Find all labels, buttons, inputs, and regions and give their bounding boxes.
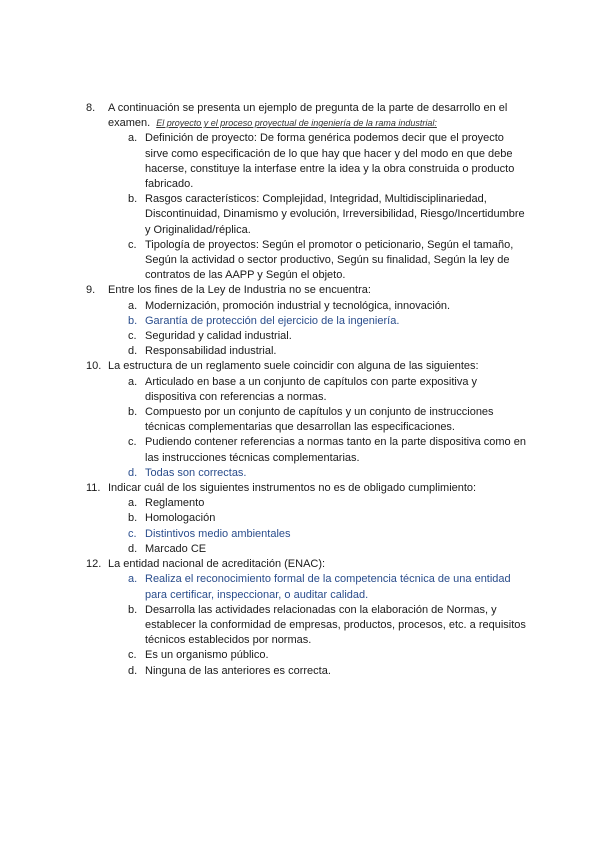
question-body <box>108 557 526 679</box>
answer-item <box>128 496 526 511</box>
answer-letter: d. <box>128 542 138 555</box>
question-text <box>108 102 507 129</box>
answer-item <box>128 648 526 663</box>
answer-item <box>128 405 526 435</box>
answer-text: Ninguna de las anteriores es correcta. <box>145 664 331 677</box>
question-8 <box>86 101 526 283</box>
question-body <box>108 359 526 481</box>
answer-item <box>128 192 526 238</box>
answer-text: Realiza el reconocimiento formal de la competencia técnica de una entidad para certificar, inspeccionar, o auditar calidad. <box>145 573 511 601</box>
answer-letter: a. <box>128 132 138 145</box>
answer-item-correct <box>128 572 526 602</box>
question-11 <box>86 481 526 557</box>
question-number: 8. <box>86 102 96 114</box>
answer-text: Responsabilidad industrial. <box>145 345 277 358</box>
answer-letter: b. <box>128 406 138 419</box>
answer-letter: c. <box>128 649 137 662</box>
answer-item <box>128 542 526 557</box>
answer-text: Reglamento <box>145 497 205 510</box>
answer-text: Marcado CE <box>145 542 207 555</box>
answer-item <box>128 131 526 192</box>
question-12 <box>86 557 526 679</box>
answer-item <box>128 238 526 284</box>
question-10 <box>86 359 526 481</box>
question-text: Indicar cuál de los siguientes instrumentos no es de obligado cumplimiento: <box>108 482 477 495</box>
answer-letter: c. <box>128 238 137 251</box>
answer-item <box>128 603 526 649</box>
answer-text: Modernización, promoción industrial y tecnológica, innovación. <box>145 299 451 312</box>
answer-item-correct <box>128 314 526 329</box>
answer-list <box>128 496 526 557</box>
answer-letter: c. <box>128 330 137 343</box>
answer-item <box>128 375 526 405</box>
answer-item <box>128 344 526 359</box>
answer-text: Pudiendo contener referencias a normas tanto en la parte dispositiva como en las instrucciones técnicas complementarias. <box>145 436 526 464</box>
answer-text: Tipología de proyectos: Según el promotor o peticionario, Según el tamaño, Según la actividad o sector productivo, Según su finalidad, Según la ley de contratos de las AAPP y Según el objeto. <box>145 238 514 282</box>
answer-letter: b. <box>128 193 138 206</box>
answer-text: Desarrolla las actividades relacionadas con la elaboración de Normas, y establecer la conformidad de empresas, productos, procesos, etc. a requisitos técnicos establecidos por normas. <box>145 603 526 647</box>
answer-letter: d. <box>128 466 138 479</box>
question-body <box>108 481 526 557</box>
answer-text: Todas son correctas. <box>145 466 247 479</box>
answer-item-correct <box>128 466 526 481</box>
answer-text: Rasgos característicos: Complejidad, Integridad, Multidisciplinariedad, Discontinuidad, Dinamismo y evolución, Irreversibilidad, Riesgo/Incertidumbre y Originalidad/réplica. <box>145 193 525 236</box>
answer-letter: b. <box>128 512 138 525</box>
answer-item <box>128 511 526 526</box>
answer-letter: c. <box>128 527 137 540</box>
answer-item <box>128 664 526 679</box>
question-text-content: A continuación se presenta un ejemplo de pregunta de la parte de desarrollo en el examen. <box>108 102 508 130</box>
answer-text: Articulado en base a un conjunto de capítulos con parte expositiva y dispositiva con referencias a normas. <box>145 375 478 403</box>
answer-list <box>128 299 526 360</box>
answer-text: Definición de proyecto: De forma genérica podemos decir que el proyecto sirve como especificación de lo que hay que hacer y del modo en que debe hacerse, constituye la interfase entre la idea y la obra construida o producto fabricado. <box>145 132 515 191</box>
question-number: 10. <box>86 360 102 373</box>
question-number: 9. <box>86 284 96 297</box>
answer-letter: a. <box>128 497 138 510</box>
answer-text: Homologación <box>145 512 216 525</box>
answer-text: Compuesto por un conjunto de capítulos y un conjunto de instrucciones técnicas complementarias que desarrollan las especificaciones. <box>145 406 494 434</box>
question-body <box>108 283 526 359</box>
answer-list <box>128 375 526 481</box>
answer-item <box>128 329 526 344</box>
question-number: 11. <box>86 482 101 495</box>
answer-letter: a. <box>128 375 138 388</box>
answer-item-correct <box>128 527 526 542</box>
answer-letter: d. <box>128 345 138 358</box>
question-number: 12. <box>86 558 102 571</box>
question-text: Entre los fines de la Ley de Industria no se encuentra: <box>108 284 371 297</box>
answer-list <box>128 572 526 678</box>
answer-letter: b. <box>128 314 138 327</box>
answer-text: Garantía de protección del ejercicio de la ingeniería. <box>145 314 400 327</box>
answer-list <box>128 131 526 283</box>
question-reference: El proyecto y el proceso proyectual de ingeniería de la rama industrial: <box>156 118 437 129</box>
question-list <box>86 101 526 679</box>
answer-text: Seguridad y calidad industrial. <box>145 330 292 343</box>
answer-letter: d. <box>128 664 138 677</box>
answer-text: Distintivos medio ambientales <box>145 527 291 540</box>
answer-text: Es un organismo público. <box>145 649 269 662</box>
question-9 <box>86 283 526 359</box>
answer-letter: a. <box>128 299 138 312</box>
answer-letter: b. <box>128 603 138 616</box>
answer-item <box>128 435 526 465</box>
question-text: La entidad nacional de acreditación (ENAC): <box>108 558 326 571</box>
answer-letter: a. <box>128 573 138 586</box>
question-text: La estructura de un reglamento suele coincidir con alguna de las siguientes: <box>108 360 479 373</box>
answer-letter: c. <box>128 436 137 449</box>
answer-item <box>128 299 526 314</box>
question-body <box>108 101 526 283</box>
